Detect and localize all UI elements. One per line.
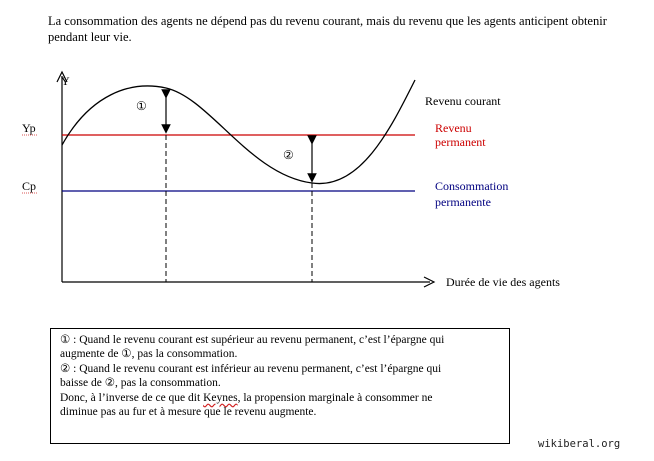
revenu-permanent-label-1: Revenu (435, 121, 472, 135)
note-line-1: ① : Quand le revenu courant est supérieur au revenu permanent, c’est l’épargne qui (60, 334, 445, 346)
y-axis-label: Y (61, 74, 70, 88)
revenu-courant-curve (62, 80, 415, 184)
note-line-5-before: Donc, à l’inverse de ce que dit (60, 391, 204, 404)
note-line-5 (60, 391, 501, 405)
note-line-5-after: , la propension marginale à consommer ne (237, 391, 433, 404)
marker-1: ① (136, 99, 147, 113)
cp-label: Cp (22, 179, 37, 193)
note-line-3: ② : Quand le revenu courant est inférieur au revenu permanent, c’est l’épargne qui (60, 362, 442, 375)
consommation-permanente-label-2: permanente (435, 195, 491, 209)
note-line-4: baisse de ②, pas la consommation. (60, 377, 221, 390)
watermark: wikiberal.org (538, 438, 621, 450)
note-line-2: augmente de ①, pas la consommation. (60, 348, 238, 361)
consommation-permanente-label-1: Consommation (435, 179, 509, 193)
intro-line-2: pendant leur vie. (48, 30, 132, 44)
curve-label: Revenu courant (425, 94, 501, 108)
intro-line-1: La consommation des agents ne dépend pas du revenu courant, mais du revenu que les agents anticipent obtenir (48, 14, 607, 28)
note-line-6: diminue pas au fur et à mesure que le revenu augmente. (60, 406, 317, 419)
keynes-keyword: Keynes (203, 391, 238, 404)
explanation-box (50, 328, 510, 444)
revenu-permanent-label-2: permanent (435, 135, 486, 149)
yp-label: Yp (22, 121, 36, 135)
x-axis-label: Durée de vie des agents (446, 275, 560, 289)
marker-2: ② (283, 148, 294, 162)
